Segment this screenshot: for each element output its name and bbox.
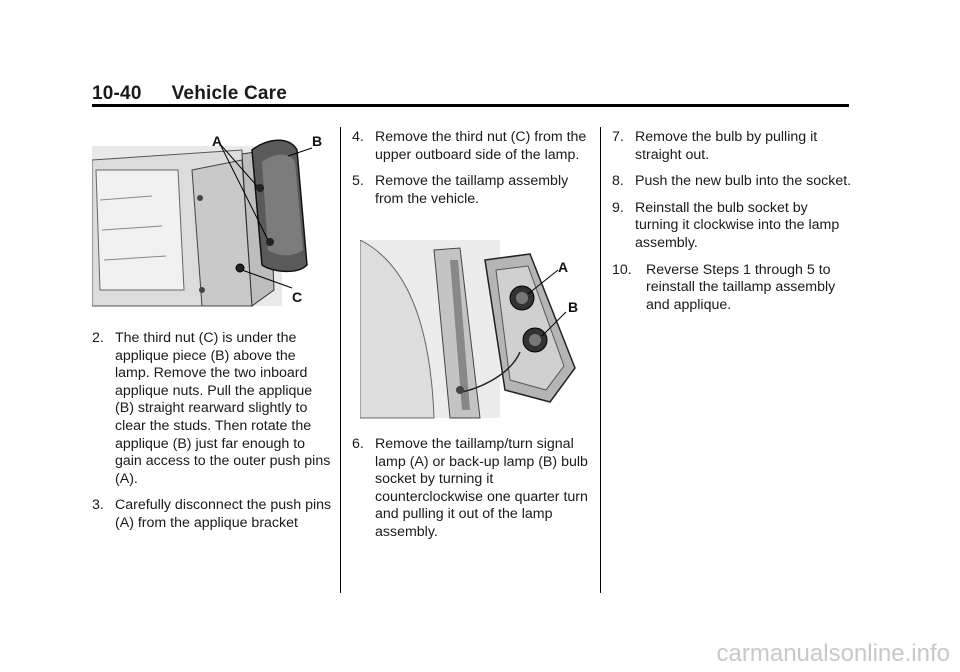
watermark: carmanualsonline.info — [716, 640, 950, 667]
step-number: 2. — [92, 330, 104, 346]
column-3-steps — [612, 129, 852, 323]
step-number: 6. — [352, 436, 364, 452]
step-text: Remove the bulb by pulling it straight out. — [635, 129, 818, 163]
figure-taillamp-applique — [92, 130, 332, 310]
step-8 — [612, 173, 852, 191]
column-2-steps-top — [352, 129, 592, 217]
step-number: 9. — [612, 199, 624, 216]
step-2 — [92, 330, 334, 488]
fig1-label-b: B — [312, 133, 323, 149]
step-6 — [352, 436, 594, 542]
step-text: Reverse Steps 1 through 5 to reinstall the taillamp assembly and applique. — [646, 261, 836, 313]
step-3 — [92, 497, 334, 532]
step-9 — [612, 200, 852, 253]
column-2-steps-bottom — [352, 436, 594, 551]
column-divider-1 — [340, 127, 341, 593]
section-title: Vehicle Care — [171, 83, 288, 104]
step-text: Push the new bulb into the socket. — [635, 173, 852, 190]
step-7 — [612, 129, 852, 164]
fig1-label-c: C — [292, 289, 303, 305]
step-number: 4. — [352, 129, 364, 145]
page-header — [92, 83, 287, 105]
page-number: 10-40 — [92, 83, 142, 104]
step-text: Carefully disconnect the push pins (A) from the applique bracket — [115, 497, 332, 531]
step-text: Remove the taillamp assembly from the vehicle. — [375, 173, 569, 207]
step-4 — [352, 129, 592, 164]
fig2-label-a: A — [558, 259, 569, 275]
fig1-label-a: A — [212, 133, 223, 149]
column-divider-2 — [600, 127, 601, 593]
step-5 — [352, 173, 592, 208]
step-text: Remove the third nut (C) from the upper outboard side of the lamp. — [375, 129, 587, 163]
header-rule — [92, 104, 849, 107]
fig2-label-b: B — [568, 299, 579, 315]
step-text: Remove the taillamp/turn signal lamp (A) or back-up lamp (B) bulb socket by turning it counterclockwise one quarter turn and pulling it out of the lamp assembly. — [375, 436, 588, 540]
step-text: The third nut (C) is under the applique piece (B) above the lamp. Remove the two inboard applique nuts. Pull the applique (B) straight rearward slightly to clear the studs. Then rotate the applique (B) just far enough to gain access to the outer push pins (A). — [115, 330, 331, 487]
step-number: 10. — [612, 261, 632, 278]
step-number: 3. — [92, 497, 104, 514]
step-number: 8. — [612, 173, 624, 190]
step-text: Reinstall the bulb socket by turning it clockwise into the lamp assembly. — [635, 199, 840, 251]
column-1-steps — [92, 330, 334, 542]
step-number: 7. — [612, 129, 624, 145]
figure-taillamp-bulb-sockets — [360, 240, 590, 420]
step-10 — [612, 262, 852, 315]
step-number: 5. — [352, 173, 364, 190]
